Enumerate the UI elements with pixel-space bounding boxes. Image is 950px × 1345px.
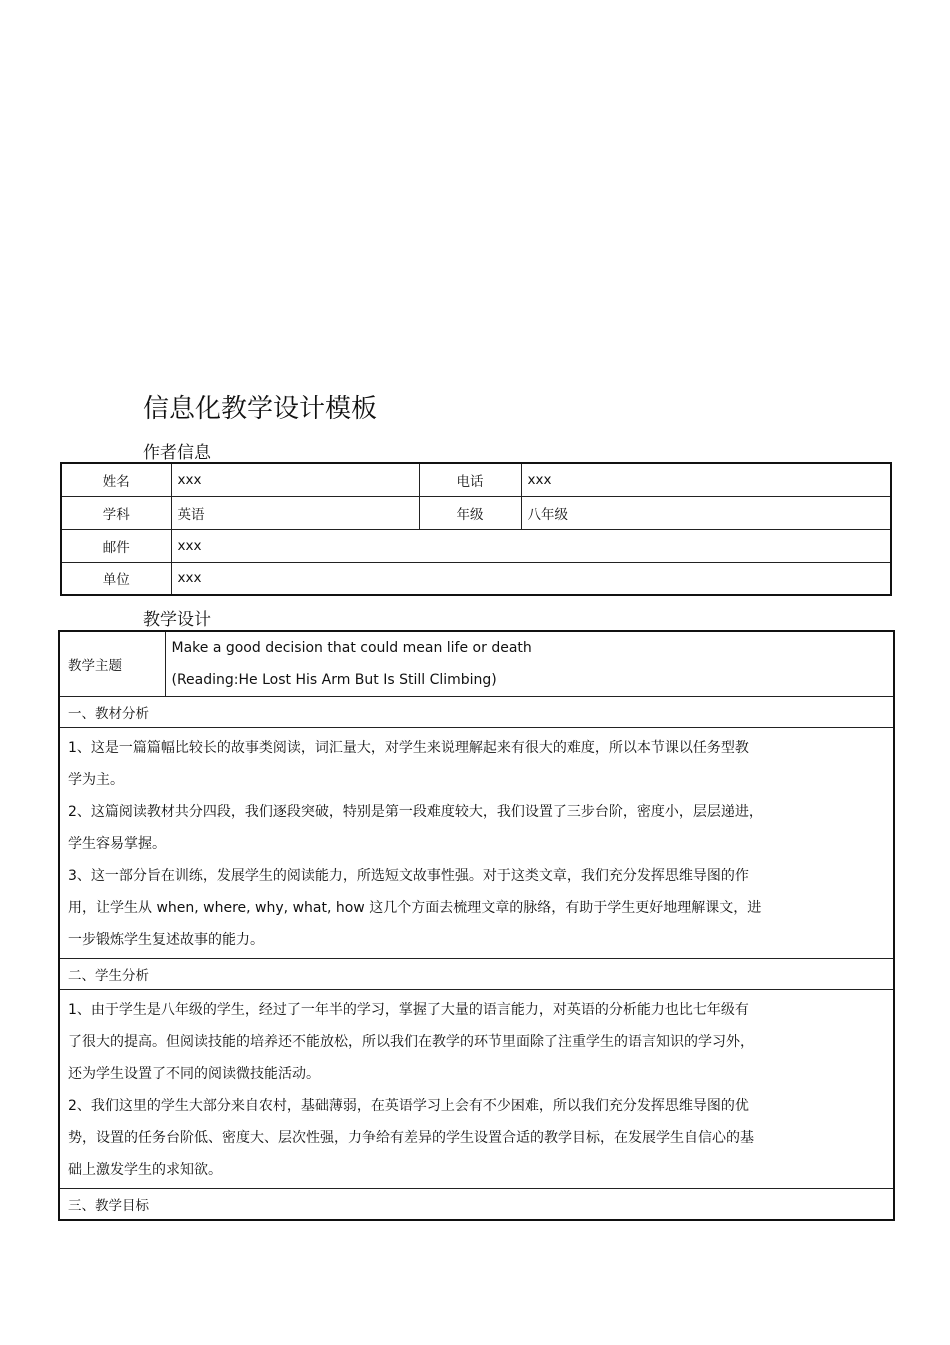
author-info-heading: 作者信息 bbox=[143, 443, 211, 463]
table-row bbox=[59, 1189, 894, 1221]
student-analysis-heading: 二、学生分析 bbox=[59, 959, 894, 990]
teaching-design-heading: 教学设计 bbox=[143, 610, 211, 630]
topic-cell bbox=[165, 631, 894, 697]
unit-value: xxx bbox=[171, 562, 891, 595]
paragraph-line: 了很大的提高。但阅读技能的培养还不能放松，所以我们在教学的环节里面除了注重学生的语言知识的学习外， bbox=[68, 1034, 754, 1050]
email-value: xxx bbox=[171, 529, 891, 562]
paragraph-line: 一步锻炼学生复述故事的能力。 bbox=[68, 932, 264, 948]
name-value: xxx bbox=[171, 463, 419, 496]
paragraph-line: 础上激发学生的求知欲。 bbox=[68, 1162, 222, 1178]
topic-line: Make a good decision that could mean life or death bbox=[171, 640, 532, 656]
material-analysis-body bbox=[59, 728, 894, 959]
material-analysis-heading: 一、教材分析 bbox=[59, 697, 894, 728]
table-row bbox=[61, 562, 891, 595]
grade-label: 年级 bbox=[419, 496, 521, 529]
table-row bbox=[59, 697, 894, 728]
table-row bbox=[59, 959, 894, 990]
teaching-goals-heading: 三、教学目标 bbox=[59, 1189, 894, 1221]
paragraph-line: 1、由于学生是八年级的学生，经过了一年半的学习，掌握了大量的语言能力，对英语的分析能力也比七年级有 bbox=[68, 1002, 749, 1018]
paragraph-line: 1、这是一篇篇幅比较长的故事类阅读，词汇量大，对学生来说理解起来有很大的难度，所以本节课以任务型教 bbox=[68, 740, 749, 756]
author-info-table bbox=[60, 462, 892, 596]
topic-label: 教学主题 bbox=[59, 631, 165, 697]
table-row bbox=[61, 496, 891, 529]
table-row bbox=[59, 631, 894, 697]
paragraph-line: 2、这篇阅读教材共分四段，我们逐段突破，特别是第一段难度较大，我们设置了三步台阶，密度小，层层递进， bbox=[68, 804, 763, 820]
teaching-design-table bbox=[58, 630, 895, 1221]
unit-label: 单位 bbox=[61, 562, 171, 595]
phone-value: xxx bbox=[521, 463, 891, 496]
page-title: 信息化教学设计模板 bbox=[143, 394, 378, 424]
paragraph-line: 学生容易掌握。 bbox=[68, 836, 166, 852]
grade-value: 八年级 bbox=[521, 496, 891, 529]
paragraph-line: 用，让学生从 when, where, why, what, how 这几个方面去梳理文章的脉络，有助于学生更好地理解课文，进 bbox=[68, 900, 762, 916]
subject-value: 英语 bbox=[171, 496, 419, 529]
table-row bbox=[61, 463, 891, 496]
paragraph-line: 势，设置的任务台阶低、密度大、层次性强，力争给有差异的学生设置合适的教学目标，在发展学生自信心的基 bbox=[68, 1130, 754, 1146]
student-analysis-body bbox=[59, 990, 894, 1189]
subject-label: 学科 bbox=[61, 496, 171, 529]
name-label: 姓名 bbox=[61, 463, 171, 496]
paragraph-line: 2、我们这里的学生大部分来自农村，基础薄弱，在英语学习上会有不少困难，所以我们充分发挥思维导图的优 bbox=[68, 1098, 749, 1114]
paragraph-line: 学为主。 bbox=[68, 772, 124, 788]
paragraph-line: 3、这一部分旨在训练，发展学生的阅读能力，所选短文故事性强。对于这类文章，我们充分发挥思维导图的作 bbox=[68, 868, 749, 884]
table-row bbox=[61, 529, 891, 562]
email-label: 邮件 bbox=[61, 529, 171, 562]
paragraph-line: 还为学生设置了不同的阅读微技能活动。 bbox=[68, 1066, 320, 1082]
phone-label: 电话 bbox=[419, 463, 521, 496]
table-row bbox=[59, 990, 894, 1189]
table-row bbox=[59, 728, 894, 959]
topic-line: (Reading:He Lost His Arm But Is Still Climbing) bbox=[171, 672, 497, 688]
